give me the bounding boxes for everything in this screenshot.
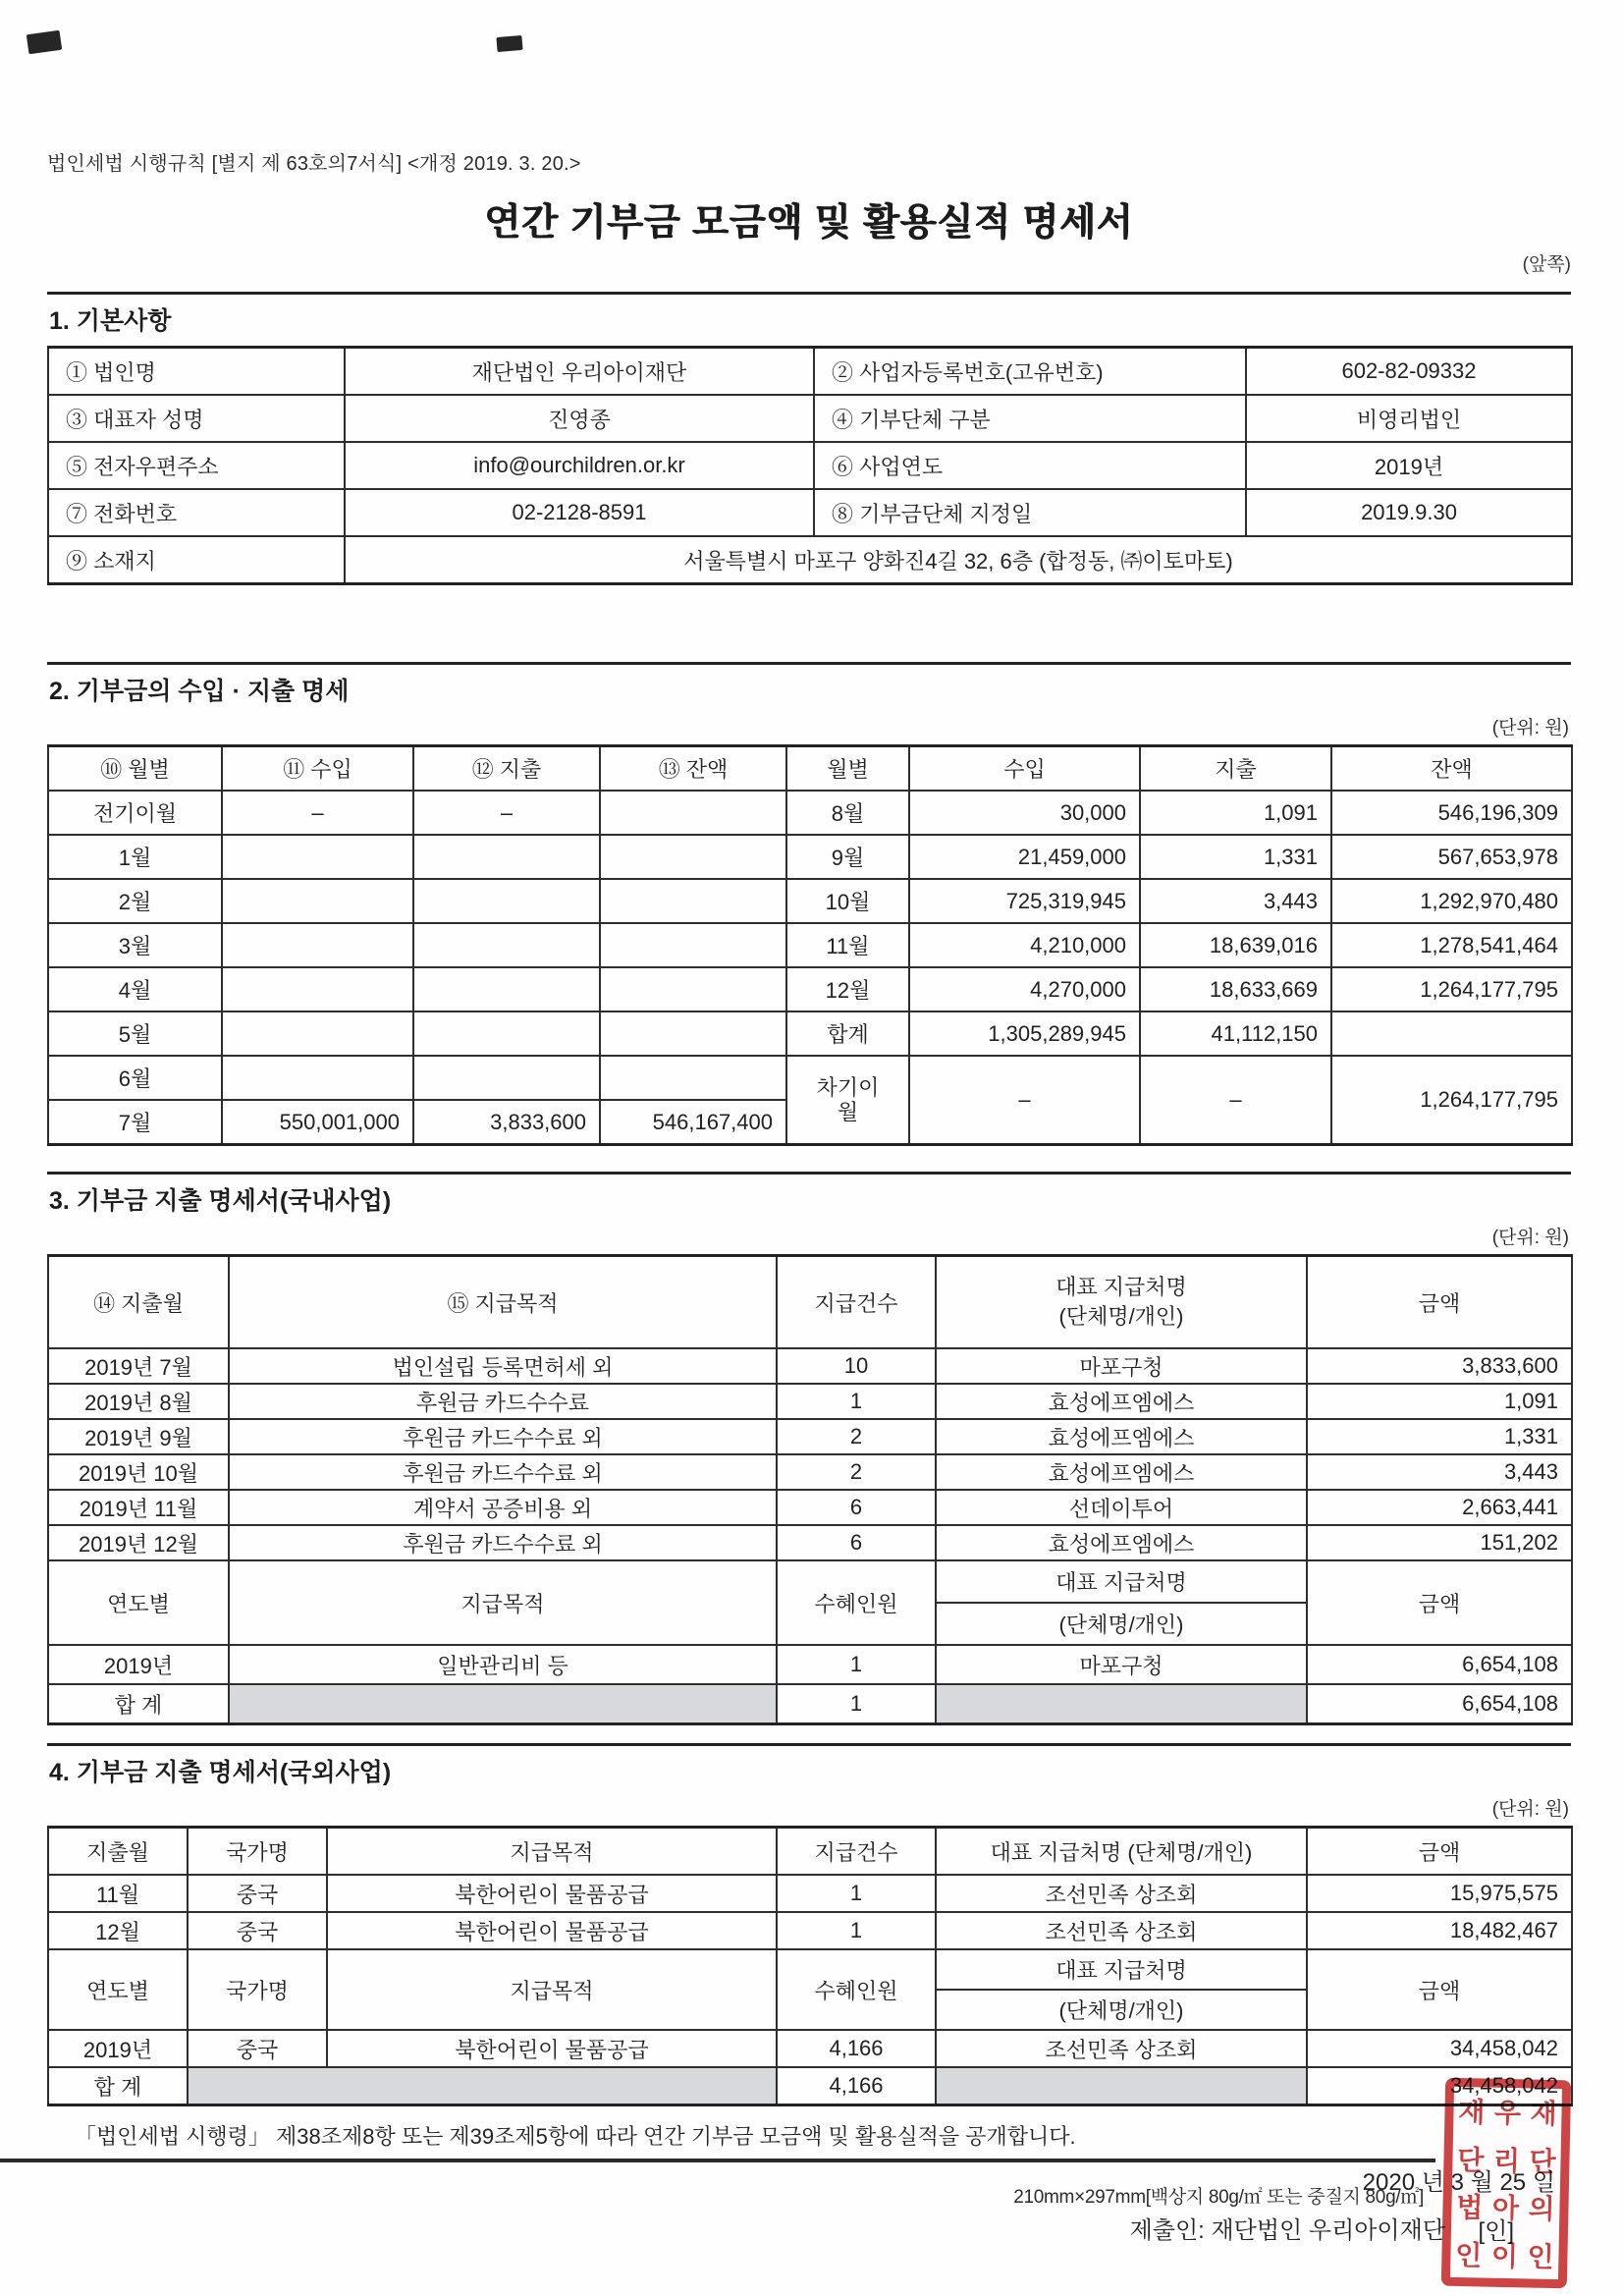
field-label: ⑤ 전자우편주소 (48, 442, 345, 489)
cell-balance: 1,292,970,480 (1331, 879, 1572, 923)
cell-month: 2019년 12월 (48, 1525, 229, 1560)
cell-amount: 3,833,600 (1307, 1348, 1572, 1384)
cell-count: 1 (777, 1875, 936, 1912)
column-header: ⑭ 지출월 (48, 1256, 229, 1349)
table-row (48, 1011, 1572, 1056)
cell-amount: 1,331 (1307, 1419, 1572, 1454)
field-value: 진영종 (345, 395, 814, 442)
cell-expense: – (1140, 1056, 1331, 1145)
table-row (48, 536, 1572, 584)
cell-expense (413, 879, 600, 923)
column-header: ⑫ 지출 (413, 746, 600, 792)
stamp-char: 의 (1528, 2193, 1555, 2225)
cell-purpose: 후원금 카드수수료 외 (229, 1419, 777, 1454)
cell-expense: 3,833,600 (413, 1100, 600, 1145)
column-header: 지급목적 (327, 1828, 777, 1876)
cell-amount: 6,654,108 (1307, 1645, 1572, 1684)
shaded-cell (936, 1684, 1307, 1724)
cell-count: 6 (777, 1490, 936, 1525)
stamp-char: 이 (1490, 2240, 1519, 2272)
cell-purpose: 북한어린이 물품공급 (327, 1912, 777, 1949)
cell-purpose: 후원금 카드수수료 (229, 1384, 777, 1419)
shaded-cell (936, 2067, 1307, 2105)
table-row (48, 1490, 1572, 1525)
table-row (48, 967, 1572, 1011)
field-value: 비영리법인 (1246, 395, 1572, 442)
cell-balance: 1,264,177,795 (1331, 967, 1572, 1011)
cell-count: 1 (777, 1645, 936, 1684)
cell-year: 2019년 (48, 2030, 188, 2067)
overseas-expense-table (47, 1826, 1573, 2106)
shaded-cell (188, 2067, 777, 2105)
cell-income: 30,000 (909, 791, 1140, 835)
cell-month: 2019년 9월 (48, 1419, 229, 1454)
column-header: 지급목적 (327, 1949, 777, 2030)
column-header: ⑬ 잔액 (600, 746, 786, 792)
form-reference: 법인세법 시행규칙 [별지 제 63호의7서식] <개정 2019. 3. 20.> (47, 153, 581, 175)
cell-purpose: 후원금 카드수수료 외 (229, 1525, 777, 1560)
table-row (48, 1454, 1572, 1490)
cell-month: 9월 (786, 835, 909, 879)
field-label: ⑦ 전화번호 (48, 489, 345, 536)
cell-month: 11월 (48, 1875, 188, 1912)
field-label: ③ 대표자 성명 (48, 395, 345, 442)
cell-month: 2019년 11월 (48, 1490, 229, 1525)
cell-income (222, 1056, 413, 1100)
cell-income (222, 1011, 413, 1056)
cell-payee: 효성에프엠에스 (936, 1384, 1307, 1419)
disclosure-statement: 「법인세법 시행령」 제38조제8항 또는 제39조제5항에 따라 연간 기부금 모금액 및 활용실적을 공개합니다. (75, 2124, 1076, 2149)
cell-count: 1 (777, 1912, 936, 1949)
table-row (48, 442, 1572, 489)
submitter-line (47, 2211, 1571, 2245)
cell-purpose: 법인설립 등록면허세 외 (229, 1348, 777, 1384)
unit-note: (단위: 원) (1491, 718, 1569, 738)
section2-heading: 2. 기부금의 수입 · 지출 명세 (47, 662, 1571, 707)
table-row (48, 2030, 1572, 2067)
cell-income: 21,459,000 (909, 835, 1140, 879)
cell-payee: 조선민족 상조회 (936, 1875, 1307, 1912)
column-header: 월별 (786, 746, 909, 792)
cell-income: 4,210,000 (909, 923, 1140, 967)
cell-country: 중국 (188, 1912, 327, 1949)
field-value: 02-2128-8591 (345, 489, 814, 536)
section1-heading: 1. 기본사항 (47, 292, 1571, 337)
section4-heading: 4. 기부금 지출 명세서(국외사업) (47, 1743, 1571, 1788)
cell-month: 12월 (786, 967, 909, 1011)
cell-income (222, 835, 413, 879)
column-header: 금액 (1307, 1828, 1572, 1876)
cell-payee: 조선민족 상조회 (936, 2030, 1307, 2067)
cell-income: 725,319,945 (909, 879, 1140, 923)
cell-month: 1월 (48, 835, 222, 879)
cell-income: – (909, 1056, 1140, 1145)
cell-count: 4,166 (777, 2030, 936, 2067)
cell-income (222, 879, 413, 923)
cell-month: 10월 (786, 879, 909, 923)
header-row (48, 1256, 1572, 1349)
cell-carryforward-label: 차기이월 (786, 1056, 909, 1145)
bottom-divider (0, 2159, 1435, 2162)
cell-total-label: 합계 (786, 1011, 909, 1056)
table-row (48, 348, 1572, 396)
cell-purpose: 계약서 공증비용 외 (229, 1490, 777, 1525)
cell-amount: 2,663,441 (1307, 1490, 1572, 1525)
column-header-payee: 대표 지급처명 (단체명/개인) (936, 1256, 1307, 1349)
cell-payee: 효성에프엠에스 (936, 1454, 1307, 1490)
organization-seal-stamp (1441, 2078, 1571, 2289)
column-header: 국가명 (188, 1828, 327, 1876)
column-header: 수입 (909, 746, 1140, 792)
cell-balance: 1,278,541,464 (1331, 923, 1572, 967)
total-row (48, 1684, 1572, 1724)
cell-month: 12월 (48, 1912, 188, 1949)
cell-month: 2019년 8월 (48, 1384, 229, 1419)
column-header: 금액 (1307, 1560, 1572, 1645)
header-row (48, 746, 1572, 792)
column-header-payee: 대표 지급처명 (단체명/개인) (936, 1828, 1307, 1876)
cell-balance (600, 923, 786, 967)
page-side-label: (앞쪽) (1522, 254, 1571, 275)
field-label: ④ 기부단체 구분 (814, 395, 1246, 442)
table-row (48, 879, 1572, 923)
column-header: 지급목적 (229, 1560, 777, 1645)
cell-count: 1 (777, 1384, 936, 1419)
cell-balance (600, 1056, 786, 1100)
field-label: ⑥ 사업연도 (814, 442, 1246, 489)
cell-payee: 선데이투어 (936, 1490, 1307, 1525)
cell-payee: 마포구청 (936, 1348, 1307, 1384)
cell-balance (600, 1011, 786, 1056)
paper-spec-note: 210mm×297mm[백상지 80g/㎡ 또는 중질지 80g/㎡] (1013, 2187, 1424, 2208)
section3-heading: 3. 기부금 지출 명세서(국내사업) (47, 1172, 1571, 1217)
column-header: 지출월 (48, 1828, 188, 1876)
cell-month: 11월 (786, 923, 909, 967)
cell-balance: 546,196,309 (1331, 791, 1572, 835)
page-title: 연간 기부금 모금액 및 활용실적 명세서 (484, 202, 1134, 244)
column-header: 금액 (1307, 1256, 1572, 1349)
cell-month: 3월 (48, 923, 222, 967)
cell-total-label: 합 계 (48, 2067, 188, 2105)
cell-expense: 3,443 (1140, 879, 1331, 923)
field-label: ② 사업자등록번호(고유번호) (814, 348, 1246, 396)
cell-expense: 1,091 (1140, 791, 1331, 835)
cell-income (222, 967, 413, 1011)
cell-count: 2 (777, 1419, 936, 1454)
cell-purpose: 북한어린이 물품공급 (327, 1875, 777, 1912)
total-row (48, 2067, 1572, 2105)
stamp-char: 우 (1493, 2097, 1522, 2129)
cell-expense (413, 923, 600, 967)
table-row (48, 1056, 1572, 1100)
table-row (48, 1875, 1572, 1912)
donation-income-expense-table (47, 744, 1573, 1146)
cell-count: 10 (777, 1348, 936, 1384)
cell-income: – (222, 791, 413, 835)
cell-month: 6월 (48, 1056, 222, 1100)
cell-amount: 3,443 (1307, 1454, 1572, 1490)
field-value: 2019년 (1246, 442, 1572, 489)
cell-purpose: 후원금 카드수수료 외 (229, 1454, 777, 1490)
domestic-expense-table (47, 1254, 1573, 1725)
cell-balance (1331, 1011, 1572, 1056)
table-row (48, 1348, 1572, 1384)
cell-balance: 1,264,177,795 (1331, 1056, 1572, 1145)
stamp-char: 인 (1454, 2239, 1483, 2271)
cell-income: 4,270,000 (909, 967, 1140, 1011)
cell-amount: 15,975,575 (1307, 1875, 1572, 1912)
header-row (48, 1949, 1572, 2030)
cell-balance: 567,653,978 (1331, 835, 1572, 879)
cell-expense: 18,633,669 (1140, 967, 1331, 1011)
cell-expense: 41,112,150 (1140, 1011, 1331, 1056)
stamp-char: 단 (1456, 2144, 1485, 2176)
field-value: 2019.9.30 (1246, 489, 1572, 536)
table-row (48, 1645, 1572, 1684)
cell-amount: 34,458,042 (1307, 2030, 1572, 2067)
cell-month: 2019년 7월 (48, 1348, 229, 1384)
basic-info-table (47, 346, 1573, 585)
header-row (48, 1560, 1572, 1645)
cell-expense (413, 1011, 600, 1056)
table-row (48, 1419, 1572, 1454)
table-row (48, 923, 1572, 967)
cell-amount: 6,654,108 (1307, 1684, 1572, 1724)
cell-payee: 효성에프엠에스 (936, 1419, 1307, 1454)
stamp-char: 아 (1491, 2192, 1520, 2224)
field-label: ① 법인명 (48, 348, 345, 396)
cell-income: 1,305,289,945 (909, 1011, 1140, 1056)
cell-expense: – (413, 791, 600, 835)
header-row (48, 1828, 1572, 1876)
submitter-name: 제출인: 재단법인 우리아이재단 (1129, 2217, 1445, 2244)
stamp-char: 법 (1455, 2192, 1484, 2223)
seal-placeholder: [인] (1478, 2218, 1514, 2245)
column-header: 연도별 (48, 1560, 229, 1645)
field-value: info@ourchildren.or.kr (345, 442, 814, 489)
column-header: 수혜인원 (777, 1949, 936, 2030)
cell-count: 1 (777, 1684, 936, 1724)
cell-amount: 18,482,467 (1307, 1912, 1572, 1949)
cell-expense: 1,331 (1140, 835, 1331, 879)
cell-balance (600, 835, 786, 879)
column-header: ⑩ 월별 (48, 746, 222, 792)
table-row (48, 489, 1572, 536)
cell-month: 2019년 10월 (48, 1454, 229, 1490)
address-value: 서울특별시 마포구 양화진4길 32, 6층 (합정동, ㈜이토마토) (345, 536, 1572, 584)
stamp-char: 인 (1527, 2241, 1554, 2272)
stamp-char: 재 (1530, 2098, 1557, 2130)
cell-balance (600, 879, 786, 923)
stamp-char: 리 (1492, 2145, 1521, 2177)
cell-purpose: 북한어린이 물품공급 (327, 2030, 777, 2067)
cell-income (222, 923, 413, 967)
table-row (48, 791, 1572, 835)
cell-count: 2 (777, 1454, 936, 1490)
stamp-char: 단 (1529, 2146, 1556, 2177)
table-row (48, 1525, 1572, 1560)
cell-payee: 마포구청 (936, 1645, 1307, 1684)
table-row (48, 835, 1572, 879)
cell-amount: 1,091 (1307, 1384, 1572, 1419)
stamp-char: 재 (1457, 2097, 1486, 2128)
column-header-payee: 대표 지급처명 (단체명/개인) (936, 1560, 1307, 1645)
cell-month: 2월 (48, 879, 222, 923)
field-label: ⑨ 소재지 (48, 536, 345, 584)
submission-date: 2020 년 3 월 25 일 (1362, 2169, 1555, 2196)
column-header: ⑮ 지급목적 (229, 1256, 777, 1349)
cell-month: 4월 (48, 967, 222, 1011)
shaded-cell (229, 1684, 777, 1724)
cell-amount: 34,458,042 (1307, 2067, 1572, 2105)
table-row (48, 1384, 1572, 1419)
column-header: 수혜인원 (777, 1560, 936, 1645)
cell-country: 중국 (188, 1875, 327, 1912)
column-header: 지급건수 (777, 1256, 936, 1349)
cell-purpose: 일반관리비 등 (229, 1645, 777, 1684)
cell-expense (413, 967, 600, 1011)
cell-income: 550,001,000 (222, 1100, 413, 1145)
cell-month: 5월 (48, 1011, 222, 1056)
cell-month: 7월 (48, 1100, 222, 1145)
cell-total-label: 합 계 (48, 1684, 229, 1724)
table-row (48, 395, 1572, 442)
cell-expense (413, 835, 600, 879)
cell-year: 2019년 (48, 1645, 229, 1684)
column-header: 잔액 (1331, 746, 1572, 792)
cell-country: 중국 (188, 2030, 327, 2067)
cell-balance (600, 791, 786, 835)
column-header: ⑪ 수입 (222, 746, 413, 792)
cell-payee: 효성에프엠에스 (936, 1525, 1307, 1560)
column-header: 금액 (1307, 1949, 1572, 2030)
cell-count: 6 (777, 1525, 936, 1560)
column-header: 국가명 (188, 1949, 327, 2030)
unit-note: (단위: 원) (1491, 1799, 1569, 1820)
column-header: 연도별 (48, 1949, 188, 2030)
column-header: 지급건수 (777, 1828, 936, 1876)
cell-balance (600, 967, 786, 1011)
unit-note: (단위: 원) (1491, 1228, 1569, 1248)
table-row (48, 1912, 1572, 1949)
field-value: 602-82-09332 (1246, 348, 1572, 396)
cell-balance: 546,167,400 (600, 1100, 786, 1145)
field-value: 재단법인 우리아이재단 (345, 348, 814, 396)
column-header: 지출 (1140, 746, 1331, 792)
column-header-payee: 대표 지급처명 (단체명/개인) (936, 1949, 1307, 2030)
cell-month: 전기이월 (48, 791, 222, 835)
cell-expense: 18,639,016 (1140, 923, 1331, 967)
cell-amount: 151,202 (1307, 1525, 1572, 1560)
field-label: ⑧ 기부금단체 지정일 (814, 489, 1246, 536)
cell-payee: 조선민족 상조회 (936, 1912, 1307, 1949)
cell-expense (413, 1056, 600, 1100)
cell-count: 4,166 (777, 2067, 936, 2105)
cell-month: 8월 (786, 791, 909, 835)
